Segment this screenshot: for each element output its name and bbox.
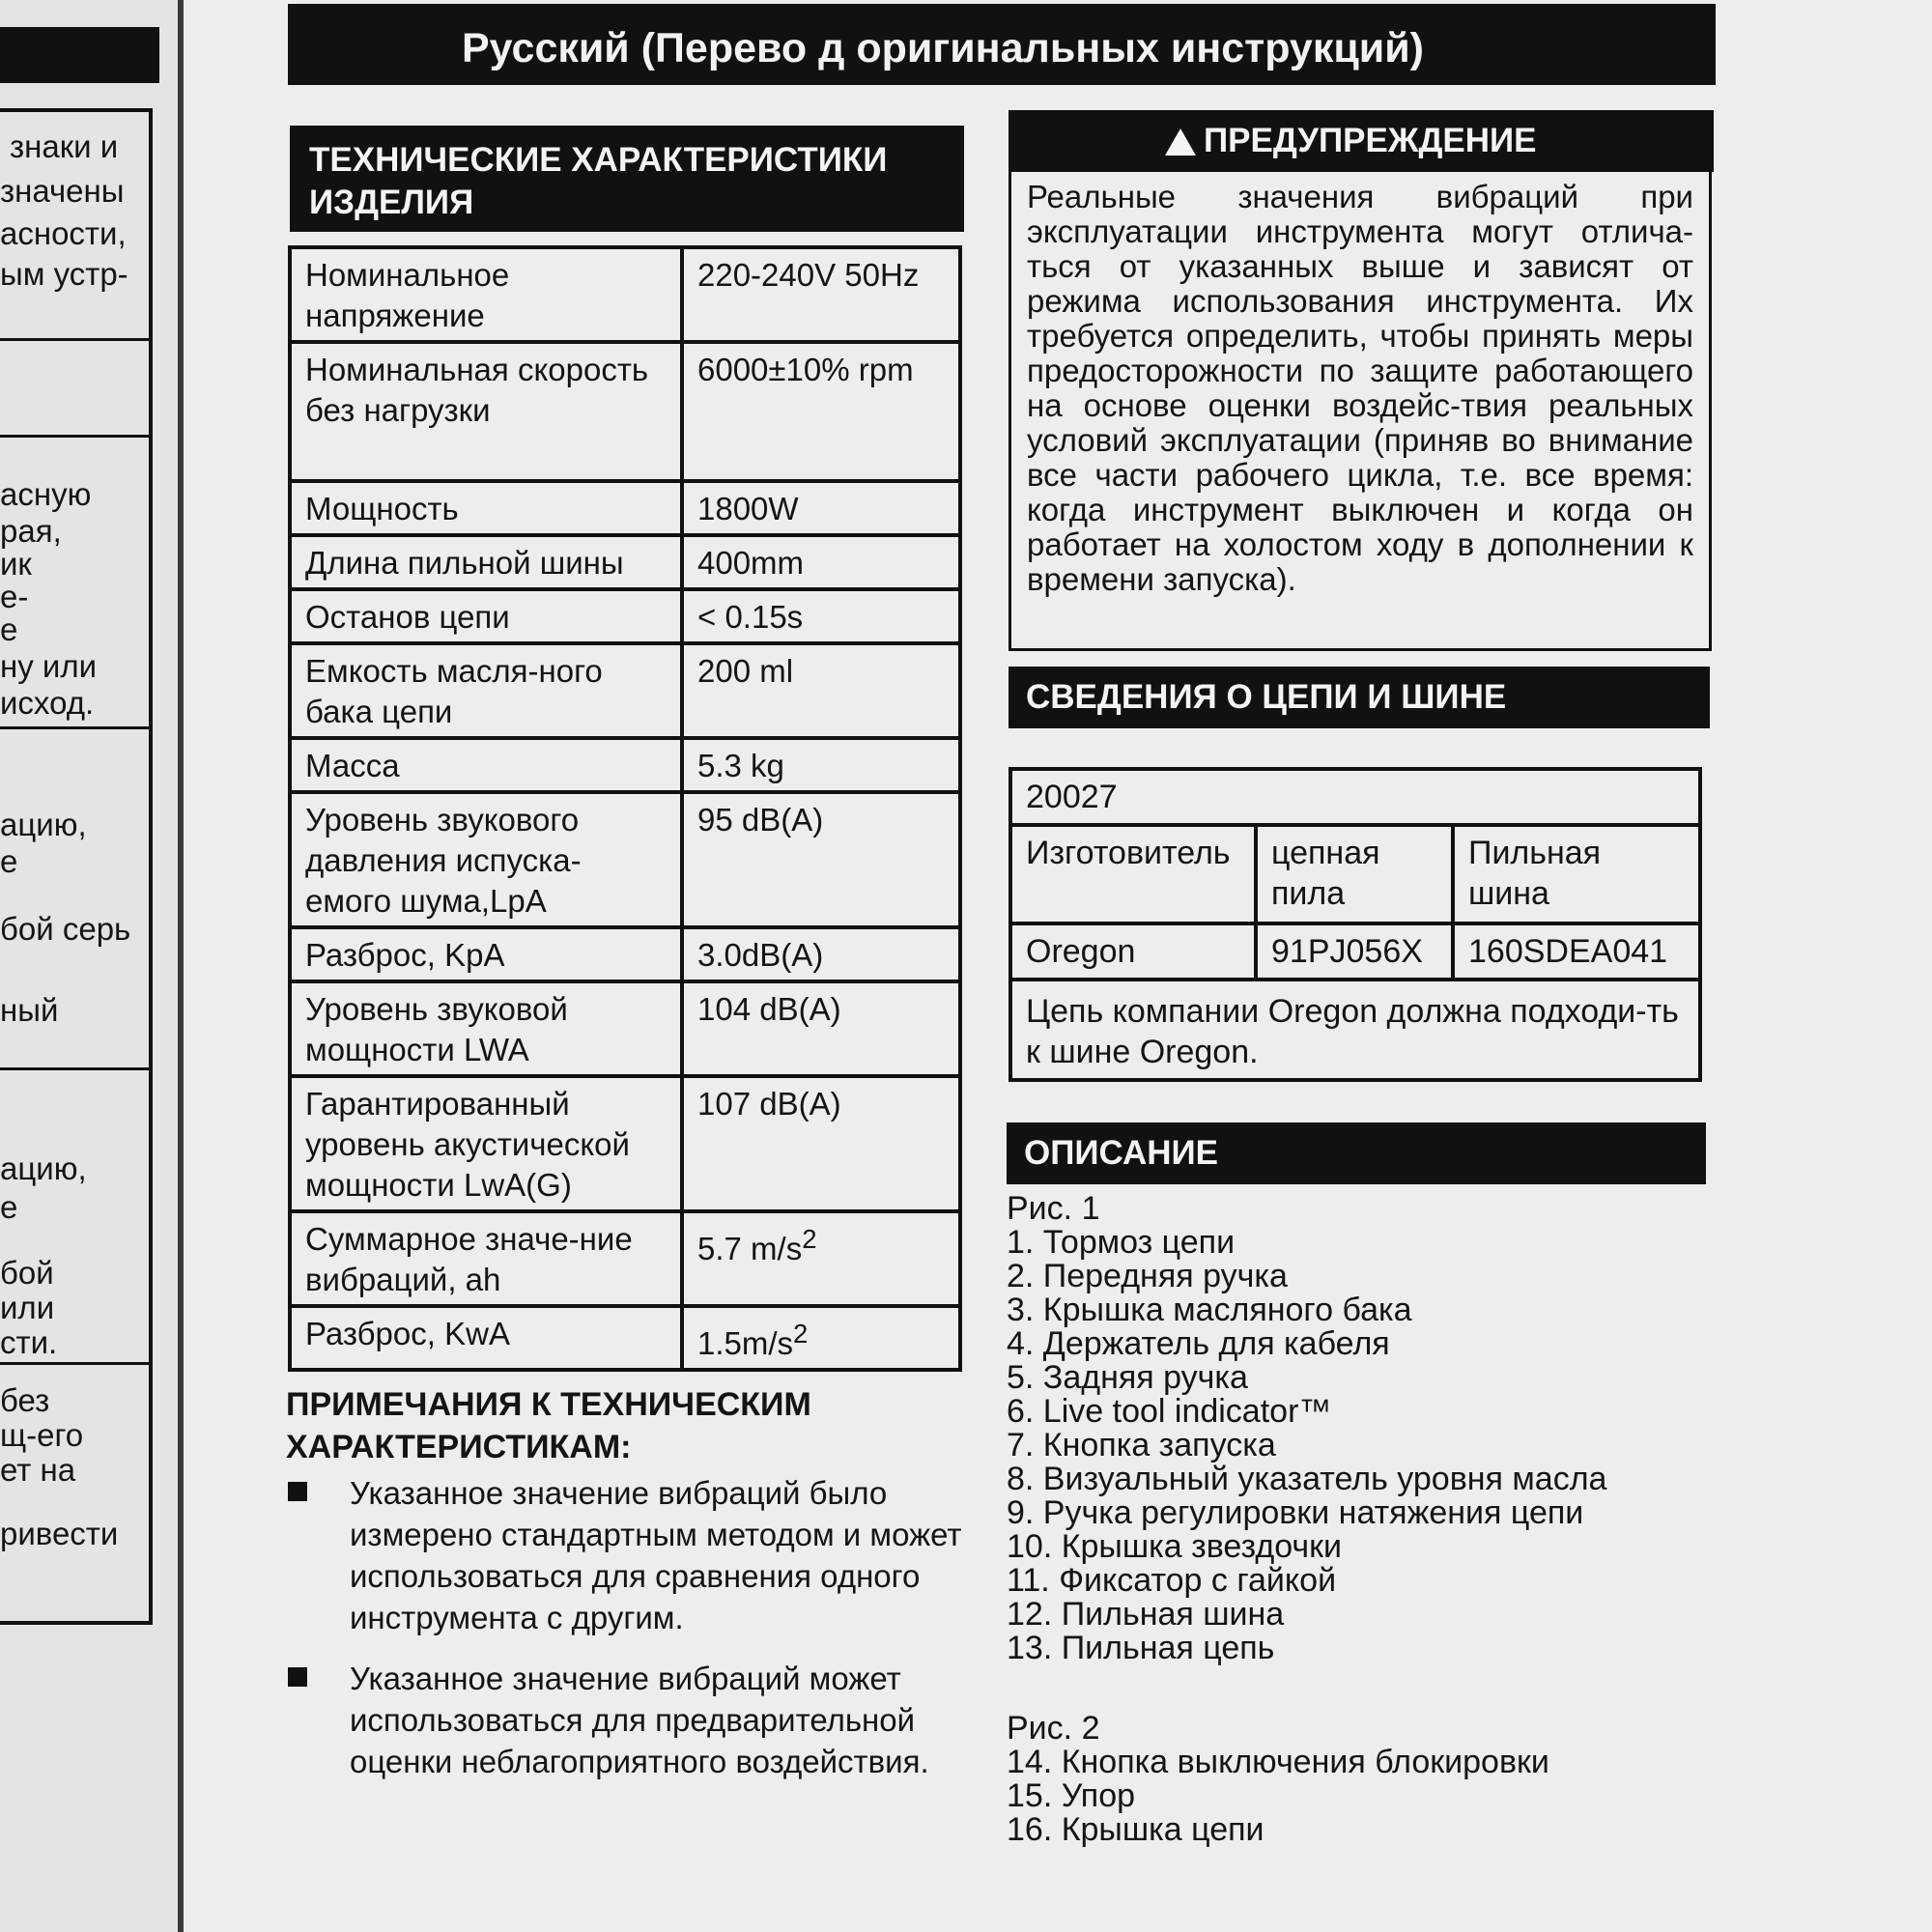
left-text-line: ет на [0, 1452, 76, 1488]
spec-value [682, 643, 960, 738]
left-text-line: е- [0, 579, 29, 614]
spec-row [290, 589, 960, 643]
spec-label: Номинальная скорость без нагрузки [290, 342, 682, 481]
part-list-item: 12. Пильная шина [1007, 1596, 1285, 1633]
left-page-header-bar [0, 27, 159, 83]
spec-note-text: Указанное значение вибраций было измерено стандартным методом и может использоваться для сравнения одного инструмента с другим. [350, 1475, 962, 1635]
chain-header-cell: Изготовитель [1010, 825, 1256, 923]
divider [0, 1067, 153, 1070]
left-text-line: е [0, 611, 18, 647]
left-text-line: е [0, 843, 18, 879]
spec-value-exponent: 2 [793, 1319, 809, 1349]
warning-heading [1009, 110, 1714, 172]
part-list-item: 13. Пильная цепь [1007, 1630, 1275, 1666]
divider [0, 435, 153, 438]
spec-value-text: 1800W [697, 491, 799, 526]
part-list-item: 5. Задняя ручка [1007, 1359, 1248, 1396]
spec-value-text: 1.5m/s [697, 1325, 794, 1361]
spec-note-text: Указанное значение вибраций может использоваться для предварительной оценки неблагоприятного воздействия. [350, 1661, 929, 1779]
spec-value [682, 342, 960, 481]
spec-label: Уровень звукового давления испуска-емого шума,LpA [290, 792, 682, 927]
chain-value-cell: 160SDEA041 [1453, 923, 1700, 980]
left-text-line: исход. [0, 685, 95, 721]
part-list-item: 6. Live tool indicator™ [1007, 1393, 1332, 1430]
part-list-item: 2. Передняя ручка [1007, 1258, 1288, 1294]
spec-label: Емкость масля-ного бака цепи [290, 643, 682, 738]
spec-heading-line: ИЗДЕЛИЯ [309, 184, 474, 221]
spec-label: Мощность [290, 481, 682, 535]
spec-label: Разброс, KpA [290, 927, 682, 981]
chain-header-cell: цепная пила [1256, 825, 1453, 923]
description-heading: ОПИСАНИЕ [1007, 1122, 1706, 1184]
spec-row [290, 643, 960, 738]
spec-value-text: 95 dB(A) [697, 802, 824, 838]
part-list-item: 3. Крышка масляного бака [1007, 1292, 1412, 1328]
left-text-line: асную [0, 476, 92, 512]
left-text-line: щ-его [0, 1417, 84, 1453]
left-text-line: бой серь [0, 911, 131, 947]
figure-label: Рис. 2 [1007, 1710, 1100, 1747]
chain-section-heading: СВЕДЕНИЯ О ЦЕПИ И ШИНЕ [1009, 667, 1710, 728]
spec-value [682, 481, 960, 535]
left-text-line: рая, [0, 513, 62, 549]
spec-row [290, 738, 960, 792]
page-title: Русский (Перево д оригинальных инструкций) [288, 4, 1716, 85]
warning-box [1009, 170, 1712, 651]
divider [0, 726, 153, 729]
chain-model-cell: 20027 [1010, 769, 1700, 825]
spec-value [682, 981, 960, 1076]
spec-row [290, 1211, 960, 1306]
spec-value [682, 1076, 960, 1211]
spec-label: Гарантированный уровень акустической мощности LwA(G) [290, 1076, 682, 1211]
chain-header-cell: Пильная шина [1453, 825, 1700, 923]
spec-heading-line: ТЕХНИЧЕСКИЕ ХАРАКТЕРИСТИКИ [309, 141, 888, 179]
spec-value-text: 5.7 m/s [697, 1231, 803, 1266]
spec-value-text: 107 dB(A) [697, 1086, 841, 1122]
left-text-line: е [0, 1189, 18, 1225]
spec-label: Масса [290, 738, 682, 792]
spec-row [290, 481, 960, 535]
left-text-line: ну или [0, 648, 98, 684]
left-text-line: знаки и [10, 128, 119, 164]
part-list-item: 9. Ручка регулировки натяжения цепи [1007, 1494, 1584, 1531]
spec-value-text: 6000±10% rpm [697, 352, 914, 387]
spec-value-text: 400mm [697, 545, 805, 581]
part-list-item: 11. Фиксатор с гайкой [1007, 1562, 1337, 1599]
spec-row [290, 792, 960, 927]
part-list-item: 16. Крышка цепи [1007, 1811, 1264, 1848]
spec-label: Уровень звуковой мощности LWA [290, 981, 682, 1076]
description-figure-1 [1007, 1192, 1721, 1665]
spec-value-text: 5.3 kg [697, 748, 784, 783]
part-list-item: 4. Держатель для кабеля [1007, 1325, 1390, 1362]
left-text-line: ный [0, 992, 59, 1028]
chain-table [1009, 767, 1702, 1082]
divider [0, 338, 153, 341]
spec-value [682, 927, 960, 981]
spec-value-text: 104 dB(A) [697, 991, 841, 1027]
part-list-item: 7. Кнопка запуска [1007, 1427, 1276, 1463]
left-text-line: асности, [0, 215, 127, 251]
spec-row [290, 1306, 960, 1370]
left-text-line: ривести [0, 1516, 119, 1551]
spec-row [290, 535, 960, 589]
chain-value-cell: Oregon [1010, 923, 1256, 980]
part-list-item: 15. Упор [1007, 1777, 1136, 1814]
warning-text: Реальные значения вибраций при эксплуатации инструмента могут отлича-ться от указанных выше и зависят от режима использования инструмента. Их требуется определить, чтобы принять меры предосторожности по защите работающего на основе оценки воздейс-твия реальных условий эксплуатации (приняв во внимание все части рабочего цикла, т.е. все время: когда инструмент выключен и когда он работает на холостом ходу в дополнении к времени запуска). [1027, 179, 1693, 597]
bullet-square-icon [288, 1667, 307, 1687]
warning-title: ПРЕДУПРЕЖДЕНИЕ [1204, 122, 1537, 159]
left-text-line: бой [0, 1255, 54, 1291]
spec-value [682, 589, 960, 643]
left-text-line: ацию, [0, 1151, 87, 1186]
spec-value-text: 220-240V 50Hz [697, 257, 920, 293]
left-text-line: без [0, 1382, 50, 1418]
spec-value-text: 200 ml [697, 653, 794, 689]
description-figure-2 [1007, 1712, 1721, 1847]
spec-section-heading [290, 126, 964, 232]
spec-notes-heading-line: ХАРАКТЕРИСТИКАМ: [286, 1429, 632, 1465]
spec-row [290, 1076, 960, 1211]
spec-value [682, 1306, 960, 1370]
chain-note-cell: Цепь компании Oregon должна подходи-ть к шине Oregon. [1010, 980, 1700, 1080]
figure-label: Рис. 1 [1007, 1190, 1100, 1227]
spec-label: Останов цепи [290, 589, 682, 643]
spec-value-text: 3.0dB(A) [697, 937, 824, 973]
spec-table [288, 245, 962, 1372]
spec-label: Суммарное значе-ние вибраций, ah [290, 1211, 682, 1306]
spec-value-text: < 0.15s [697, 599, 804, 635]
left-text-line: ым устр- [0, 256, 128, 292]
warning-triangle-icon [1165, 128, 1196, 156]
spec-row [290, 247, 960, 342]
spec-note-item [286, 1658, 962, 1782]
part-list-item: 8. Визуальный указатель уровня масла [1007, 1461, 1607, 1497]
left-text-line: или [0, 1290, 55, 1325]
left-text-line: значены [0, 173, 125, 209]
spec-notes-heading-line: ПРИМЕЧАНИЯ К ТЕХНИЧЕСКИМ [286, 1386, 811, 1423]
spec-label: Номинальное напряжение [290, 247, 682, 342]
spec-row [290, 927, 960, 981]
left-text-line: ацию, [0, 807, 87, 842]
spec-notes-heading [286, 1383, 962, 1468]
spec-label: Длина пильной шины [290, 535, 682, 589]
bullet-square-icon [288, 1482, 307, 1501]
part-list-item: 14. Кнопка выключения блокировки [1007, 1744, 1549, 1780]
chain-value-cell: 91PJ056X [1256, 923, 1453, 980]
spec-value [682, 792, 960, 927]
left-text-line: ик [0, 546, 32, 582]
spec-value [682, 247, 960, 342]
spec-label: Разброс, KwA [290, 1306, 682, 1370]
spec-value [682, 535, 960, 589]
spec-note-item [286, 1472, 962, 1638]
spec-value [682, 738, 960, 792]
divider [0, 1362, 153, 1365]
spec-row [290, 981, 960, 1076]
part-list-item: 1. Тормоз цепи [1007, 1224, 1236, 1261]
left-text-line: сти. [0, 1324, 58, 1360]
spec-row [290, 342, 960, 481]
left-page-fragment [0, 0, 184, 1932]
spec-value-exponent: 2 [802, 1224, 817, 1254]
spec-value [682, 1211, 960, 1306]
part-list-item: 10. Крышка звездочки [1007, 1528, 1342, 1565]
